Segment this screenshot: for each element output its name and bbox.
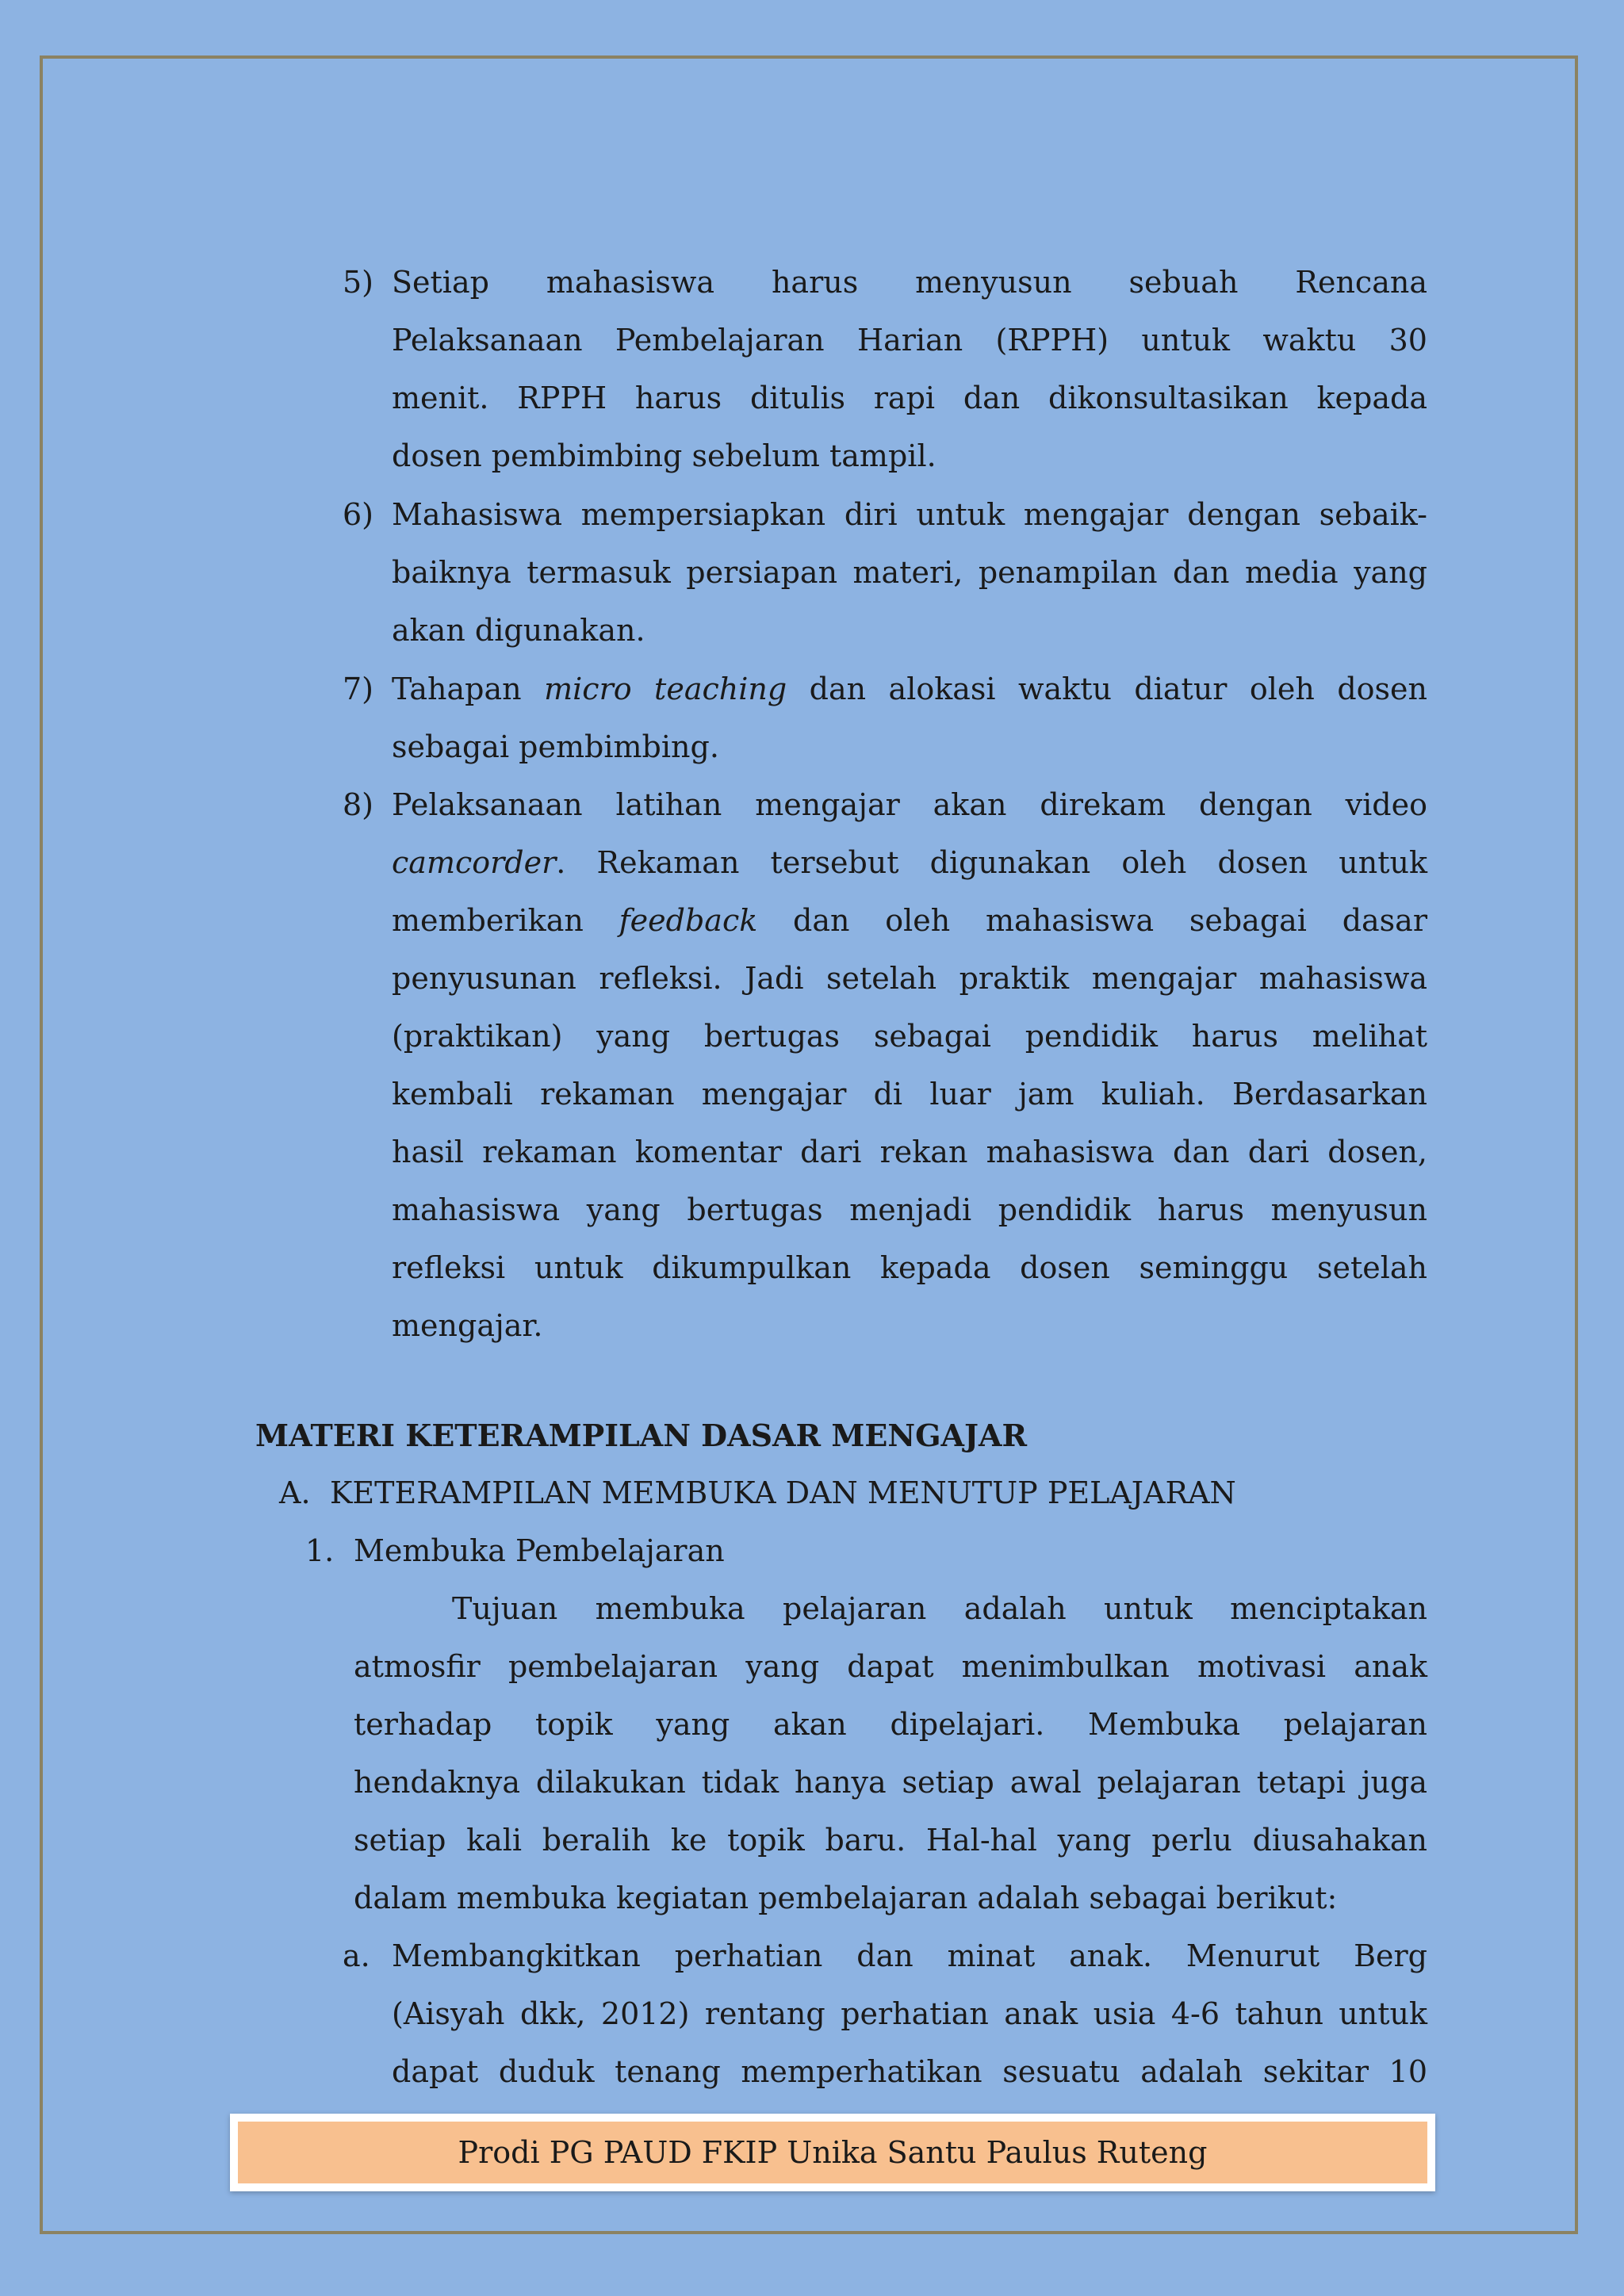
text-line [392, 660, 1427, 718]
italic-term: feedback [619, 903, 758, 938]
text-line: baiknya termasuk persiapan materi, penampilan dan media yang [392, 555, 1427, 590]
text-line: (Aisyah dkk, 2012) rentang perhatian anak usia 4-6 tahun untuk [392, 1996, 1427, 2031]
text-segment: dan oleh mahasiswa sebagai dasar [757, 903, 1427, 938]
text-line: hendaknya dilakukan tidak hanya setiap awal pelajaran tetapi juga [354, 1765, 1427, 1800]
text-line: akan digunakan. [392, 613, 645, 648]
subsubsection-title: Membuka Pembelajaran [354, 1533, 725, 1568]
text-line: menit. RPPH harus ditulis rapi dan dikonsultasikan kepada [392, 381, 1427, 415]
list-letter: a. [343, 1938, 370, 1973]
italic-term: camcorder [392, 845, 557, 880]
text-line [392, 892, 1427, 950]
text-line: Setiap mahasiswa harus menyusun sebuah Rencana [392, 265, 1427, 300]
text-line: Pelaksanaan Pembelajaran Harian (RPPH) untuk waktu 30 [392, 323, 1427, 358]
text-line: atmosfir pembelajaran yang dapat menimbulkan motivasi anak [354, 1649, 1427, 1684]
text-segment: memberikan [392, 903, 619, 938]
text-segment: Tahapan [392, 672, 545, 706]
page-footer [230, 2114, 1435, 2191]
list-number: 5) [343, 265, 374, 300]
text-line: dalam membuka kegiatan pembelajaran adalah sebagai berikut: [354, 1881, 1338, 1915]
text-line: terhadap topik yang akan dipelajari. Membuka pelajaran [354, 1707, 1427, 1742]
text-segment: . Rekaman tersebut digunakan oleh dosen untuk [556, 845, 1427, 880]
text-line: setiap kali beralih ke topik baru. Hal-hal yang perlu diusahakan [354, 1823, 1427, 1858]
text-line: (praktikan) yang bertugas sebagai pendidik harus melihat [392, 1019, 1427, 1054]
list-number: 7) [343, 672, 374, 706]
text-segment: dan alokasi waktu diatur oleh dosen [787, 672, 1428, 706]
text-line: kembali rekaman mengajar di luar jam kuliah. Berdasarkan [392, 1077, 1427, 1112]
text-line: Pelaksanaan latihan mengajar akan direkam dengan video [392, 787, 1427, 822]
text-line: refleksi untuk dikumpulkan kepada dosen seminggu setelah [392, 1250, 1427, 1285]
text-line: hasil rekaman komentar dari rekan mahasiswa dan dari dosen, [392, 1135, 1427, 1169]
subsection-title: KETERAMPILAN MEMBUKA DAN MENUTUP PELAJARAN [330, 1475, 1236, 1510]
list-number: 8) [343, 787, 374, 822]
text-line: dapat duduk tenang memperhatikan sesuatu adalah sekitar 10 [392, 2054, 1427, 2089]
footer-text: Prodi PG PAUD FKIP Unika Santu Paulus Ruteng [458, 2135, 1208, 2170]
text-line: penyusunan refleksi. Jadi setelah praktik mengajar mahasiswa [392, 961, 1427, 996]
footer-banner [238, 2122, 1427, 2183]
text-line: mengajar. [392, 1308, 543, 1343]
text-line: Tujuan membuka pelajaran adalah untuk menciptakan [452, 1591, 1427, 1626]
italic-term: micro teaching [544, 672, 787, 706]
text-line: mahasiswa yang bertugas menjadi pendidik harus menyusun [392, 1192, 1427, 1227]
subsection-letter: A. [279, 1475, 311, 1510]
text-line: sebagai pembimbing. [392, 729, 719, 764]
text-line: dosen pembimbing sebelum tampil. [392, 438, 936, 473]
text-line: Membangkitkan perhatian dan minat anak. Menurut Berg [392, 1938, 1427, 1973]
section-title: MATERI KETERAMPILAN DASAR MENGAJAR [255, 1418, 1028, 1453]
text-line: Mahasiswa mempersiapkan diri untuk mengajar dengan sebaik- [392, 497, 1427, 532]
subsubsection-number: 1. [305, 1533, 335, 1568]
text-line [392, 834, 1427, 892]
paragraph [354, 1580, 1427, 1927]
list-number: 6) [343, 497, 374, 532]
